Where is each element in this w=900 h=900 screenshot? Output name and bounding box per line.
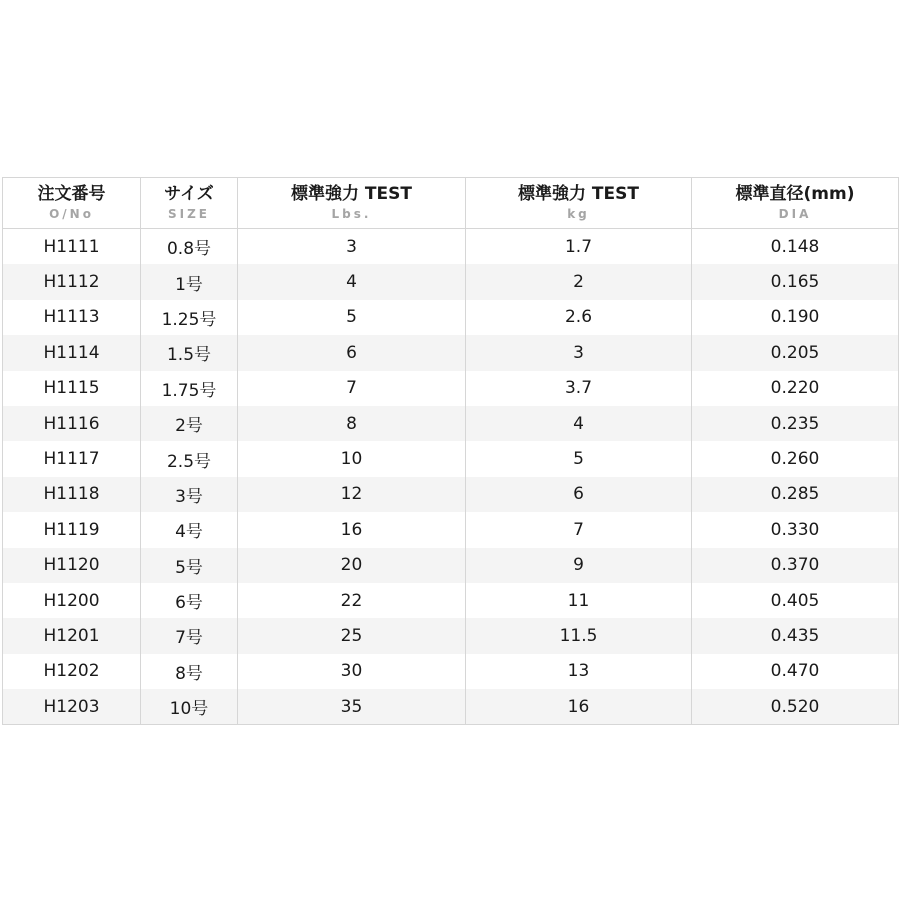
cell-diameter: 0.405 [692, 583, 899, 618]
table-row [3, 689, 899, 725]
table-row [3, 654, 899, 689]
cell-order-number: H1118 [3, 477, 141, 512]
table-row [3, 512, 899, 547]
cell-size: 1.5号 [141, 335, 238, 370]
header-sublabel: SIZE [167, 207, 210, 221]
table-body [3, 229, 899, 725]
cell-test-lbs: 35 [238, 689, 466, 725]
cell-diameter: 0.260 [692, 441, 899, 476]
cell-test-kg: 11.5 [466, 618, 692, 653]
cell-diameter: 0.190 [692, 300, 899, 335]
cell-size: 1.25号 [141, 300, 238, 335]
cell-diameter: 0.370 [692, 548, 899, 583]
cell-size: 3号 [141, 477, 238, 512]
table-row [3, 406, 899, 441]
cell-diameter: 0.330 [692, 512, 899, 547]
cell-diameter: 0.520 [692, 689, 899, 725]
header-sublabel: DIA [778, 207, 812, 221]
cell-test-lbs: 12 [238, 477, 466, 512]
cell-test-kg: 4 [466, 406, 692, 441]
cell-diameter: 0.470 [692, 654, 899, 689]
cell-diameter: 0.205 [692, 335, 899, 370]
header-label: サイズ [164, 184, 214, 204]
header-test-lbs [238, 178, 466, 229]
header-sublabel: Lbs. [331, 207, 372, 221]
header-test-kg [466, 178, 692, 229]
cell-test-kg: 16 [466, 689, 692, 725]
table-row [3, 548, 899, 583]
cell-order-number: H1120 [3, 548, 141, 583]
cell-test-lbs: 8 [238, 406, 466, 441]
cell-size: 4号 [141, 512, 238, 547]
table-header [3, 178, 899, 229]
cell-diameter: 0.235 [692, 406, 899, 441]
cell-test-kg: 3 [466, 335, 692, 370]
header-label: 標準強力 TEST [518, 184, 639, 204]
header-sublabel: kg [567, 207, 590, 221]
cell-test-lbs: 25 [238, 618, 466, 653]
cell-test-lbs: 3 [238, 229, 466, 265]
spec-table [2, 177, 899, 725]
cell-test-lbs: 20 [238, 548, 466, 583]
cell-size: 6号 [141, 583, 238, 618]
cell-order-number: H1117 [3, 441, 141, 476]
cell-order-number: H1115 [3, 371, 141, 406]
cell-order-number: H1203 [3, 689, 141, 725]
cell-diameter: 0.285 [692, 477, 899, 512]
table-row [3, 618, 899, 653]
table-row [3, 229, 899, 265]
cell-diameter: 0.220 [692, 371, 899, 406]
cell-order-number: H1111 [3, 229, 141, 265]
cell-order-number: H1119 [3, 512, 141, 547]
table-row [3, 264, 899, 299]
cell-test-kg: 7 [466, 512, 692, 547]
cell-size: 1号 [141, 264, 238, 299]
cell-test-kg: 2 [466, 264, 692, 299]
cell-order-number: H1200 [3, 583, 141, 618]
header-row [3, 178, 899, 229]
header-sublabel: O/No [49, 207, 94, 221]
cell-size: 7号 [141, 618, 238, 653]
cell-test-kg: 9 [466, 548, 692, 583]
table-row [3, 300, 899, 335]
table-row [3, 583, 899, 618]
cell-order-number: H1116 [3, 406, 141, 441]
header-order-number [3, 178, 141, 229]
table-row [3, 371, 899, 406]
cell-size: 8号 [141, 654, 238, 689]
header-label: 注文番号 [37, 184, 106, 204]
cell-diameter: 0.165 [692, 264, 899, 299]
cell-test-kg: 13 [466, 654, 692, 689]
cell-size: 2号 [141, 406, 238, 441]
cell-test-kg: 3.7 [466, 371, 692, 406]
header-label: 標準直径(mm) [735, 184, 855, 204]
header-diameter [692, 178, 899, 229]
table-row [3, 441, 899, 476]
cell-test-lbs: 7 [238, 371, 466, 406]
cell-size: 10号 [141, 689, 238, 725]
cell-size: 2.5号 [141, 441, 238, 476]
header-label: 標準強力 TEST [291, 184, 412, 204]
cell-test-kg: 11 [466, 583, 692, 618]
cell-test-kg: 2.6 [466, 300, 692, 335]
table-row [3, 335, 899, 370]
cell-order-number: H1201 [3, 618, 141, 653]
cell-size: 1.75号 [141, 371, 238, 406]
cell-test-lbs: 10 [238, 441, 466, 476]
cell-test-lbs: 6 [238, 335, 466, 370]
cell-test-lbs: 4 [238, 264, 466, 299]
table-row [3, 477, 899, 512]
cell-diameter: 0.148 [692, 229, 899, 265]
cell-test-kg: 1.7 [466, 229, 692, 265]
cell-order-number: H1112 [3, 264, 141, 299]
cell-size: 5号 [141, 548, 238, 583]
cell-diameter: 0.435 [692, 618, 899, 653]
cell-order-number: H1202 [3, 654, 141, 689]
header-size [141, 178, 238, 229]
cell-test-kg: 6 [466, 477, 692, 512]
cell-test-lbs: 30 [238, 654, 466, 689]
cell-order-number: H1113 [3, 300, 141, 335]
cell-test-lbs: 5 [238, 300, 466, 335]
cell-test-kg: 5 [466, 441, 692, 476]
cell-size: 0.8号 [141, 229, 238, 265]
cell-test-lbs: 16 [238, 512, 466, 547]
cell-order-number: H1114 [3, 335, 141, 370]
cell-test-lbs: 22 [238, 583, 466, 618]
